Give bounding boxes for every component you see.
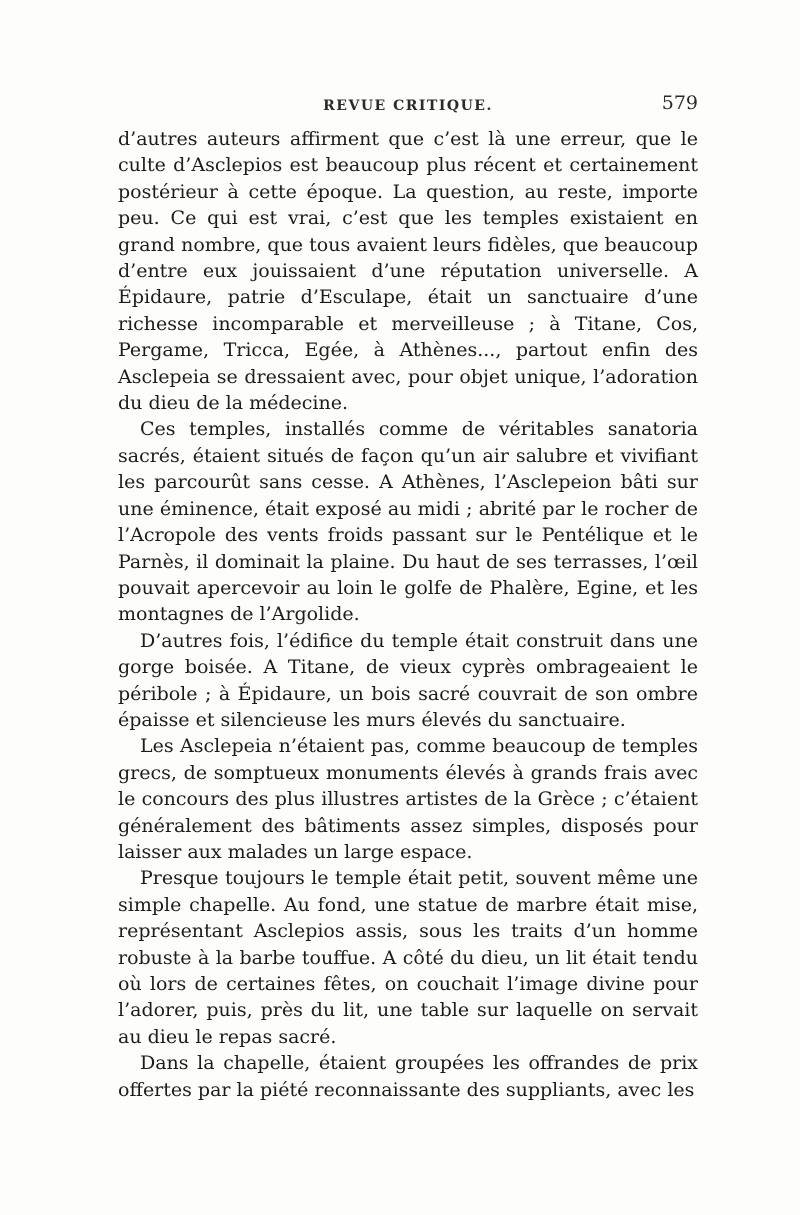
page-number: 579 — [661, 92, 698, 114]
paragraph: D’autres fois, l’édifice du temple était construit dans une gorge boisée. A Titane, de vieux cyprès ombrageaient le péribole ; à Épidaure, un bois sacré couvrait de son ombre épaisse et silencieuse les murs élevés du sanctuaire. — [118, 629, 698, 731]
paragraph: Ces temples, installés comme de véritables sanatoria sacrés, étaient situés de façon qu’un air salubre et vivifiant les parcourût sans cesse. A Athènes, l’Asclepeion bâti sur une éminence, était exposé au midi ; abrité par le rocher de l’Acropole des vents froids passant sur le Pentélique et le Parnès, il dominait la plaine. Du haut de ses terrasses, l’œil pouvait apercevoir au loin le golfe de Phalère, Egine, et les montagnes de l’Argolide. — [118, 418, 698, 626]
running-title: REVUE CRITIQUE. — [323, 98, 493, 114]
paragraph-continuation: d’autres auteurs affirment que c’est là une erreur, que le culte d’Asclepios est beaucoup plus récent et certainement postérieur à cette époque. La question, au reste, importe peu. Ce qui est vrai, c’est que les temples existaient en grand nombre, que tous avaient leurs fidèles, que beaucoup d’entre eux jouissaient d’une réputation universelle. A Épidaure, patrie d’Esculape, était un sanctuaire d’une richesse incomparable et merveilleuse ; à Titane, Cos, Pergame, Tricca, Egée, à Athènes..., partout enfin des Asclepeia se dressaient avec, pour objet unique, l’adoration du dieu de la médecine. — [118, 128, 698, 415]
paragraph: Presque toujours le temple était petit, souvent même une simple chapelle. Au fond, une statue de marbre était mise, représentant Asclepios assis, sous les traits d’un homme robuste à la barbe touffue. A côté du dieu, un lit était tendu où lors de certaines fêtes, on couchait l’image divine pour l’adorer, puis, près du lit, une table sur laquelle on servait au dieu le repas sacré. — [118, 867, 698, 1048]
running-header — [118, 92, 698, 126]
paragraph: Les Asclepeia n’étaient pas, comme beaucoup de temples grecs, de somptueux monuments élevés à grands frais avec le concours des plus illustres artistes de la Grèce ; c’étaient généralement des bâtiments assez simples, disposés pour laisser aux malades un large espace. — [118, 735, 698, 863]
book-page — [118, 92, 698, 1103]
body-text — [118, 126, 698, 1103]
paragraph: Dans la chapelle, étaient groupées les offrandes de prix offertes par la piété reconnaissante des suppliants, avec les — [118, 1052, 698, 1101]
